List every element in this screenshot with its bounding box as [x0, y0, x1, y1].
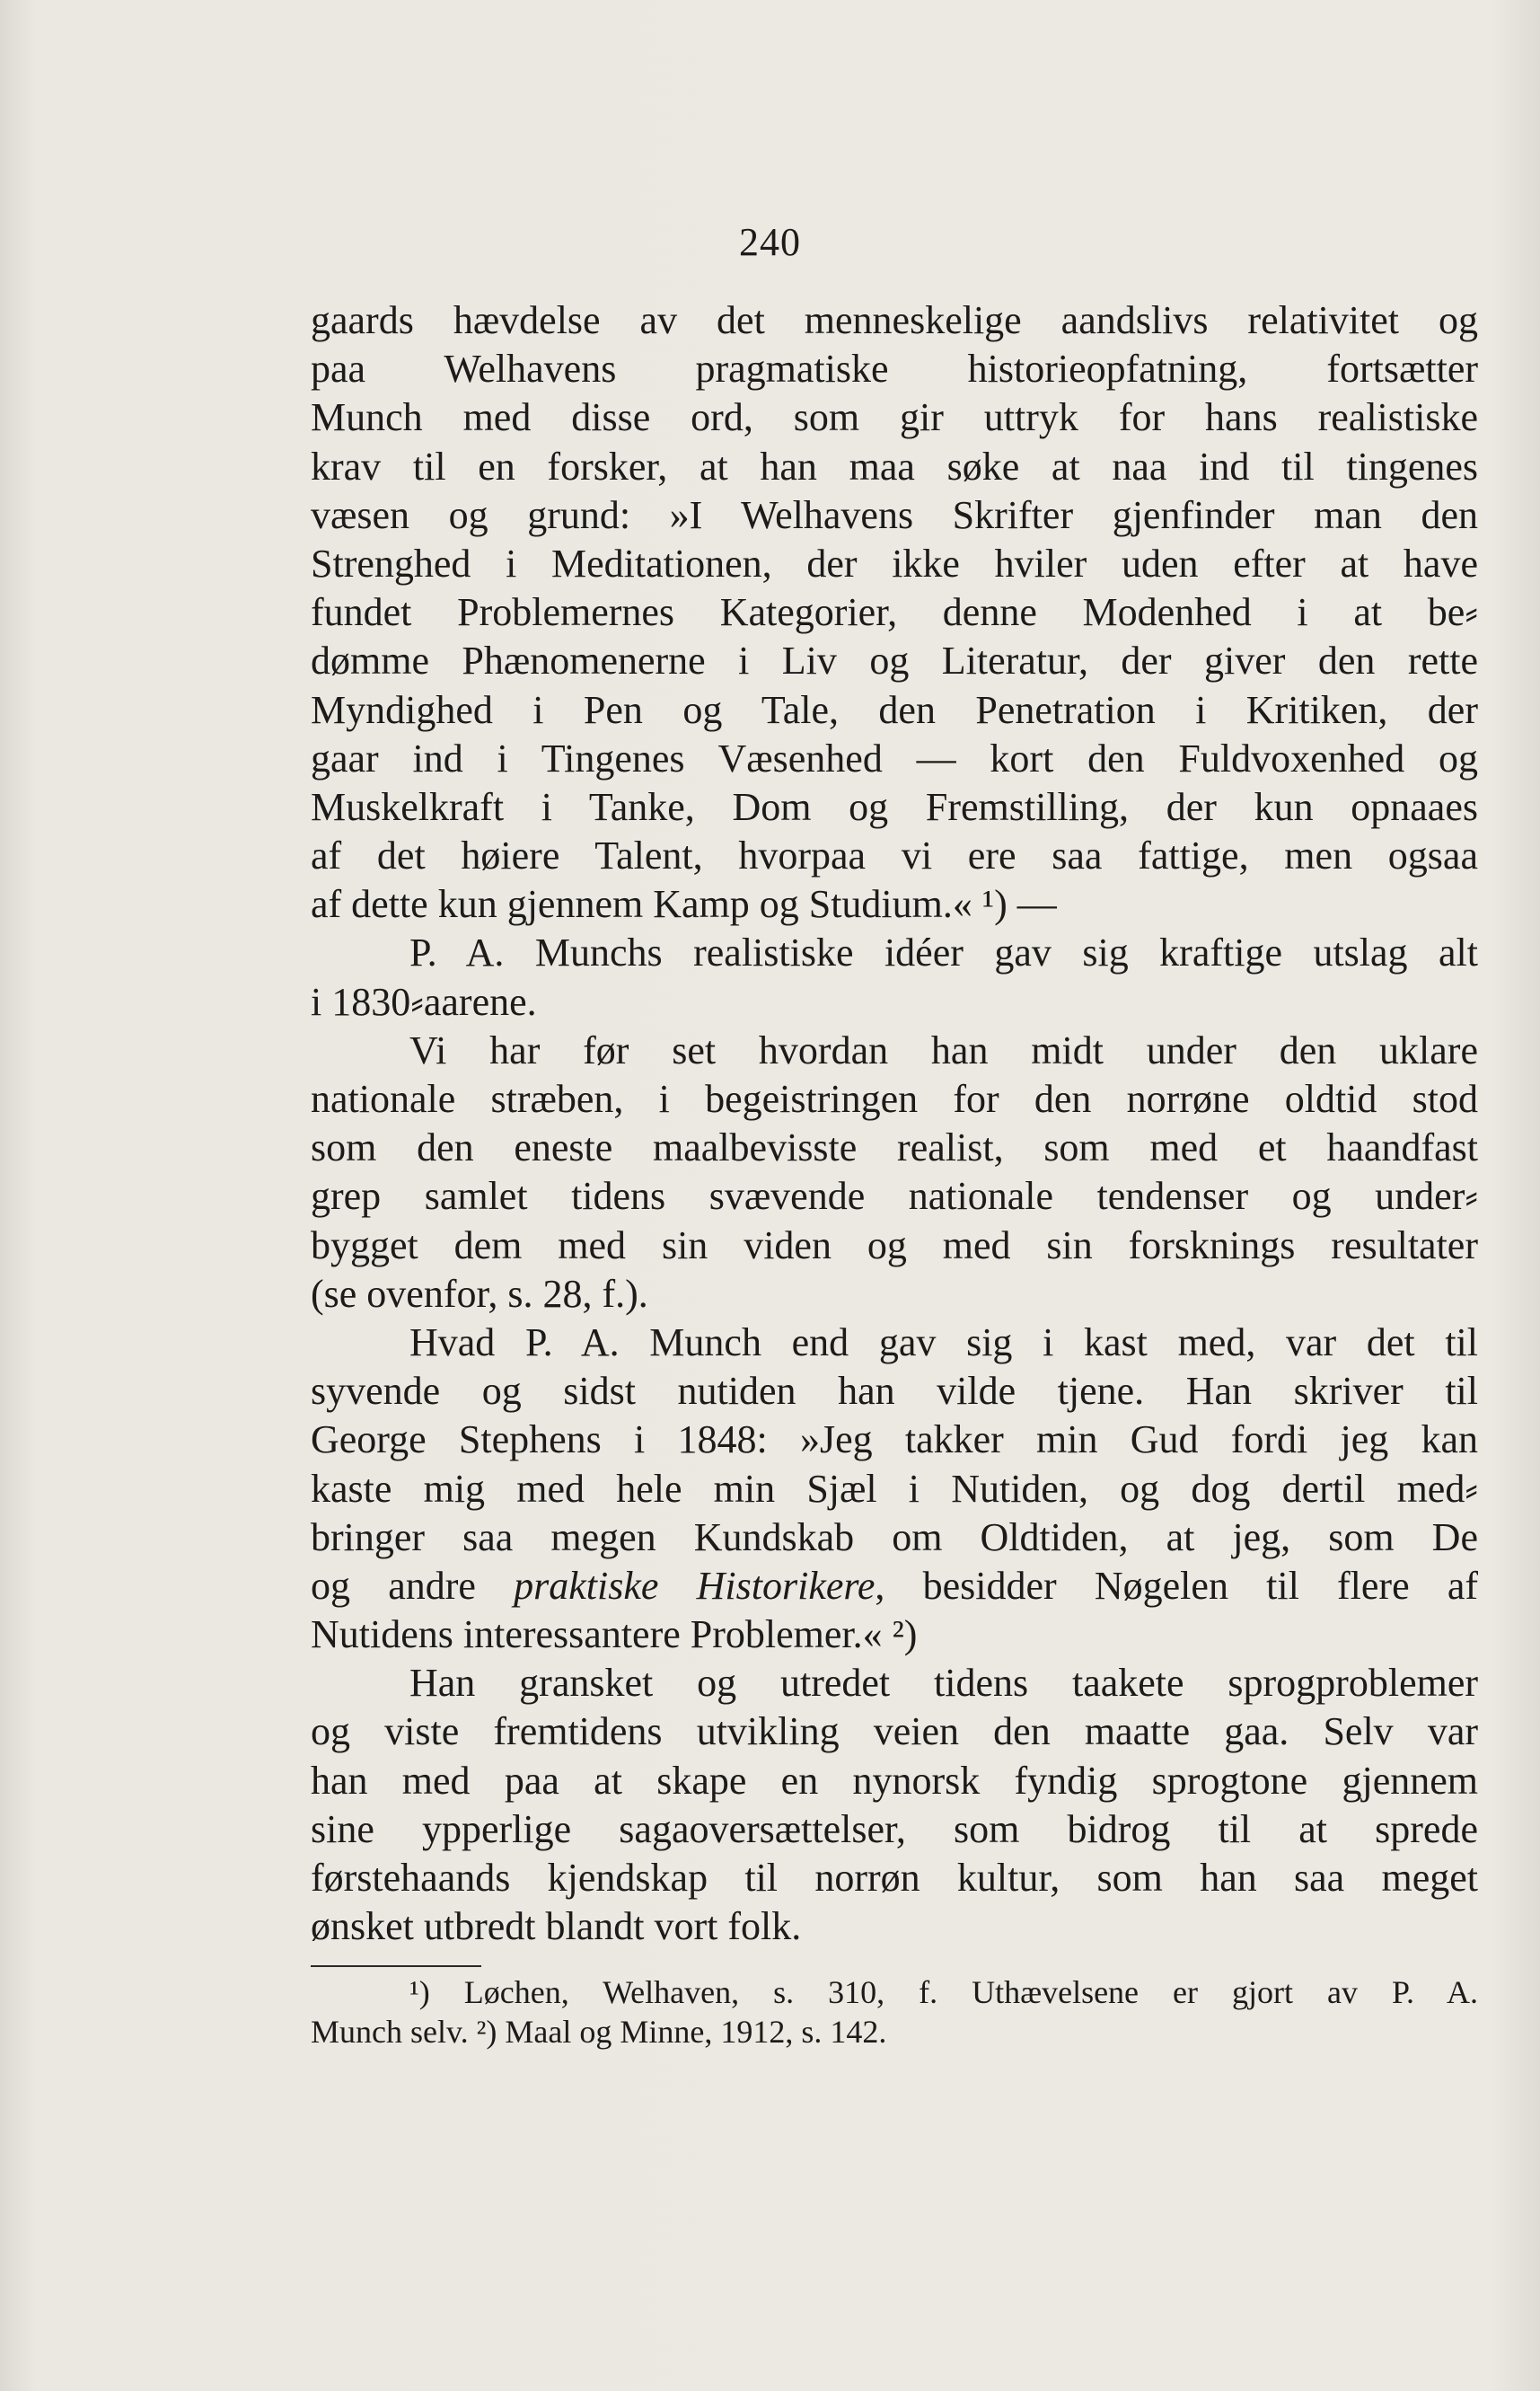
text-line: førstehaands kjendskap til norrøn kultur, som han saa meget [311, 1856, 1478, 1900]
text-line: krav til en forsker, at han maa søke at naa ind til tingenes [311, 444, 1478, 489]
text-segment: og andre [311, 1563, 476, 1608]
text-line: Myndighed i Pen og Tale, den Penetration i Kritiken, der [311, 687, 1478, 732]
footnote-line: ¹) Løchen, Welhaven, s. 310, f. Uthævelsene er gjort av P. A. [409, 1974, 1478, 2010]
text-line: af det høiere Talent, hvorpaa vi ere saa fattige, men ogsaa [311, 834, 1478, 878]
italic-phrase: praktiske Historikere [514, 1563, 876, 1608]
text-line-with-italic [311, 1562, 1478, 1610]
text-line: han med paa at skape en nynorsk fyndig sprogtone gjennem [311, 1758, 1478, 1803]
text-line: sine ypperlige sagaoversættelser, som bidrog til at sprede [311, 1806, 1478, 1851]
text-line: bygget dem med sin viden og med sin forsknings resultater [311, 1222, 1478, 1267]
footnote-divider [311, 1965, 481, 1967]
text-line: Munch med disse ord, som gir uttryk for hans realistiske [311, 395, 1478, 440]
text-line: Muskelkraft i Tanke, Dom og Fremstilling, der kun opnaaes [311, 784, 1478, 829]
text-line: syvende og sidst nutiden han vilde tjene. Han skriver til [311, 1369, 1478, 1414]
text-line: grep samlet tidens svævende nationale tendenser og under⸗ [311, 1174, 1478, 1219]
footnote-line: Munch selv. ²) Maal og Minne, 1912, s. 142. [311, 2014, 887, 2050]
text-line: ønsket utbredt blandt vort folk. [311, 1904, 802, 1949]
text-line: Vi har før set hvordan han midt under den uklare [409, 1028, 1478, 1072]
text-line: af dette kun gjennem Kamp og Studium.« ¹) — [311, 882, 1057, 927]
text-line: bringer saa megen Kundskab om Oldtiden, at jeg, som De [311, 1514, 1478, 1559]
text-line: kaste mig med hele min Sjæl i Nutiden, og dog dertil med⸗ [311, 1466, 1478, 1511]
text-line: (se ovenfor, s. 28, f.). [311, 1271, 648, 1316]
text-line: som den eneste maalbevisste realist, som med et haandfast [311, 1125, 1478, 1170]
text-line: paa Welhavens pragmatiske historieopfatning, fortsætter [311, 347, 1478, 392]
text-line: dømme Phænomenerne i Liv og Literatur, der giver den rette [311, 639, 1478, 684]
text-line: gaards hævdelse av det menneskelige aandslivs relativitet og [311, 298, 1478, 342]
text-line: Han gransket og utredet tidens taakete sprogproblemer [409, 1661, 1478, 1706]
text-line: Strenghed i Meditationen, der ikke hviler uden efter at have [311, 541, 1478, 586]
footnotes [311, 1972, 1478, 2051]
text-line: Hvad P. A. Munch end gav sig i kast med, var det til [409, 1319, 1478, 1364]
text-line: nationale stræben, i begeistringen for den norrøne oldtid stod [311, 1077, 1478, 1121]
text-line: væsen og grund: »I Welhavens Skrifter gjenfinder man den [311, 492, 1478, 537]
page-number: 240 [739, 220, 801, 264]
text-line: i 1830⸗aarene. [311, 979, 537, 1024]
text-segment: , besidder Nøgelen til flere af [875, 1563, 1478, 1608]
text-line: og viste fremtidens utvikling veien den maatte gaa. Selv var [311, 1709, 1478, 1754]
body-text [311, 296, 1478, 1951]
text-line: Nutidens interessantere Problemer.« ²) [311, 1612, 918, 1657]
text-line: fundet Problemernes Kategorier, denne Modenhed i at be⸗ [311, 590, 1478, 635]
text-line: George Stephens i 1848: »Jeg takker min Gud fordi jeg kan [311, 1417, 1478, 1462]
text-line: P. A. Munchs realistiske idéer gav sig kraftige utslag alt [409, 931, 1478, 975]
text-line: gaar ind i Tingenes Væsenhed — kort den Fuldvoxenhed og [311, 736, 1478, 781]
